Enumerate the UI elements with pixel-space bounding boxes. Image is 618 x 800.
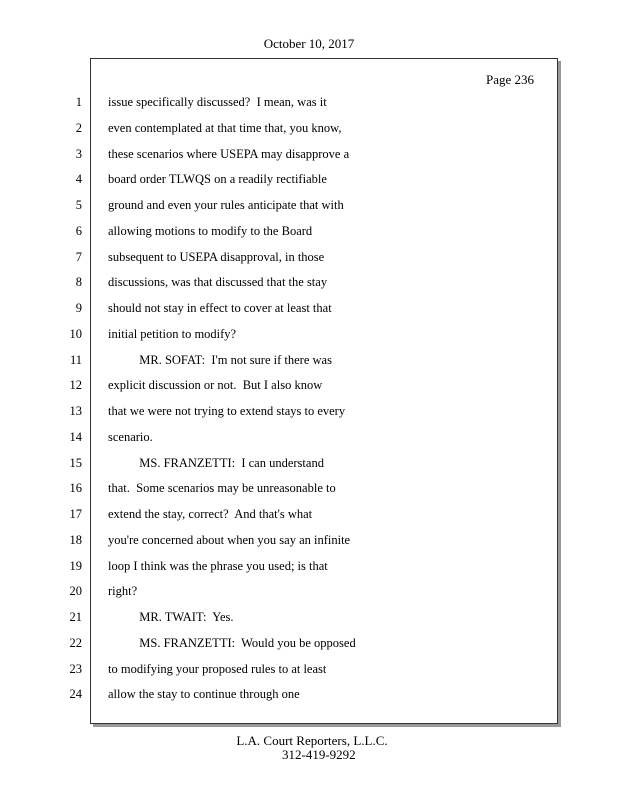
- line-number: 6: [75, 224, 82, 238]
- transcript-line-text: should not stay in effect to cover at least that: [108, 301, 332, 315]
- line-number: 14: [69, 430, 82, 444]
- line-number: 4: [75, 172, 82, 186]
- line-number: 1: [75, 95, 82, 109]
- transcript-line-text: MR. SOFAT: I'm not sure if there was: [108, 353, 332, 367]
- transcript-line-text: ground and even your rules anticipate that with: [108, 198, 344, 212]
- transcript-line-text: extend the stay, correct? And that's what: [108, 507, 313, 521]
- transcript-line-text: right?: [108, 584, 138, 598]
- line-number: 2: [75, 121, 82, 135]
- line-number: 9: [75, 301, 82, 315]
- transcript-line-text: that. Some scenarios may be unreasonable to: [108, 481, 336, 495]
- line-number: 13: [69, 404, 82, 418]
- line-number: 22: [69, 636, 82, 650]
- line-number: 11: [69, 353, 82, 367]
- transcript-line-text: allow the stay to continue through one: [108, 687, 300, 701]
- line-number: 18: [69, 533, 82, 547]
- line-number: 8: [75, 275, 82, 289]
- line-number: 12: [69, 378, 82, 392]
- transcript-line-text: MR. TWAIT: Yes.: [108, 610, 234, 624]
- transcript-line-text: board order TLWQS on a readily rectifiable: [108, 172, 327, 186]
- line-number: 15: [69, 456, 82, 470]
- transcript-line-text: scenario.: [108, 430, 153, 444]
- line-number: 17: [69, 507, 82, 521]
- line-number: 3: [75, 147, 82, 161]
- transcript-line-text: initial petition to modify?: [108, 327, 237, 341]
- transcript-date: October 10, 2017: [263, 36, 355, 51]
- transcript-line-text: discussions, was that discussed that the stay: [108, 275, 328, 289]
- line-number: 20: [69, 584, 82, 598]
- transcript-line-text: even contemplated at that time that, you know,: [108, 121, 342, 135]
- line-number: 21: [69, 610, 82, 624]
- transcript-line-text: that we were not trying to extend stays to every: [108, 404, 346, 418]
- line-number: 16: [69, 481, 82, 495]
- line-number: 5: [75, 198, 82, 212]
- reporter-company: L.A. Court Reporters, L.L.C.: [236, 733, 388, 748]
- transcript-line-text: to modifying your proposed rules to at least: [108, 662, 327, 676]
- page-number: Page 236: [486, 72, 535, 87]
- line-number: 24: [69, 687, 82, 701]
- transcript-line-text: MS. FRANZETTI: I can understand: [108, 456, 324, 470]
- transcript-line-text: these scenarios where USEPA may disapprove a: [108, 147, 350, 161]
- transcript-line-text: allowing motions to modify to the Board: [108, 224, 313, 238]
- reporter-phone: 312-419-9292: [282, 747, 356, 762]
- transcript-line-text: loop I think was the phrase you used; is that: [108, 559, 328, 573]
- transcript-line-text: issue specifically discussed? I mean, was it: [108, 95, 327, 109]
- transcript-line-text: explicit discussion or not. But I also know: [108, 378, 323, 392]
- line-number: 19: [69, 559, 82, 573]
- line-number: 10: [69, 327, 82, 341]
- transcript-line-text: you're concerned about when you say an infinite: [108, 533, 351, 547]
- transcript-line-text: subsequent to USEPA disapproval, in those: [108, 250, 325, 264]
- line-number: 23: [69, 662, 82, 676]
- transcript-line-text: MS. FRANZETTI: Would you be opposed: [108, 636, 356, 650]
- line-number: 7: [75, 250, 82, 264]
